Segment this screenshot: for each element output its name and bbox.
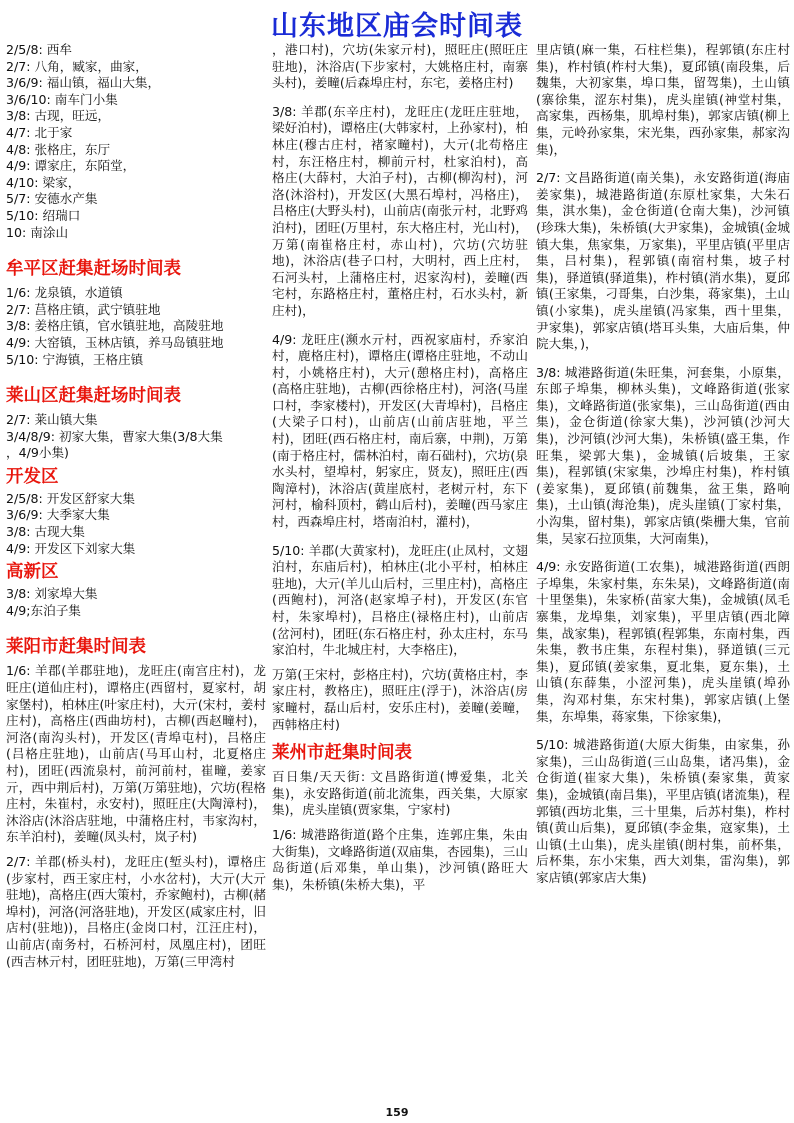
list-item: 3/6/9: 福山镇，福山大集， (6, 75, 161, 91)
list-item: 2/7: 八角，臧家，曲家， (6, 58, 148, 74)
list-item: 5/10: 宁海镇，王格庄镇 (6, 351, 144, 367)
paragraph: 2/7: 文昌路街道(南关集)，永安路街道(海庙姜家集)，城港路街道(东原杜家集，大朱石集，淇水集)，金仓街道(仓南大集)，沙河镇(珍珠大集)，朱桥镇(大尹家集)，金城镇(金城镇大集，焦家集，万家集)，平里店镇(平里店集，吕村集)，程郭镇(南宿村集，坡子村集)，驿道镇(驿道集)，柞村镇(消水集)，夏邱镇(王家集，刁哥集，白沙集，蒋家集)，土山镇(小家集)，虎头崖镇(冯家集，西十里集，尹家集)，郭家店镇(塔耳头集，大庙后集，仲院大集，)， (536, 170, 790, 352)
list-item: 4/9: 谭家庄，东陌堂， (6, 158, 136, 174)
paragraph: 1/6: 羊郡(羊郡驻地)，龙旺庄(南宫庄村)，龙旺庄(道仙庄村)，谭格庄(西留村，夏家村，胡家堡村)，柏林庄(叶家庄村)，大亓(宋村，姜村庄村)，高格庄(西曲坊村)，古柳(西赵疃村)，河洛(南沟头村)，开发区(青埠屯村)，吕格庄(吕格庄驻地)，山前店(马耳山村，北夏格庄村)，团旺(西流泉村，前河前村，崔疃，姜家亓，西中荆后村)，万第(万第驻地)，穴坊(程格庄村，朱崔村，永安村)，照旺庄(大陶漳村)，沐浴店(沐浴店驻地，中蒲格庄村，韦家沟村，东羊泊村)，姜疃(凤头村，岚子村) (6, 663, 266, 845)
column-middle (272, 42, 528, 901)
paragraph: 4/9: 永安路街道(工农集)，城港路街道(西朗子埠集，朱家村集，东朱杲)，文峰路街道(南十里堡集)，朱家桥(苗家大集)，金城镇(凤毛寨集，龙埠集，刘家集)，平里店镇(西北障集，战家集)，程郭镇(程郭集，东南村集，西朱集，教书庄集，东程村集)，驿道镇(三元集)，夏邱镇(姜家集，夏北集，夏东集)，土山镇(东薛集，小涩河集)，虎头崖镇(埠孙集，沟邓村集，东宋村集)，郭家店镇(上堡集，东埠集，蒋家集，下徐家集)， (536, 559, 790, 724)
section-heading-kaifa: 开发区 (6, 466, 59, 487)
page-number: 159 (385, 1106, 409, 1119)
section-heading-laishan: 莱山区赶集赶场时间表 (6, 386, 181, 407)
list-item: 3/8: 古现大集 (6, 524, 85, 540)
list-item: 1/6: 龙泉镇，水道镇 (6, 285, 123, 301)
list-item: 4/10: 梁家， (6, 174, 81, 190)
list-item: 4/9: 开发区下刘家大集 (6, 540, 136, 556)
column-left (6, 42, 266, 978)
list-item: 4/9: 大窑镇，玉林店镇，养马岛镇驻地 (6, 334, 224, 350)
paragraph: 里店镇(麻一集，石柱栏集)，程郭镇(东庄村集)，柞村镇(柞村大集)，夏邱镇(南段集，后魏集，大初家集，埠口集，留驾集)，土山镇(寨徐集，涩东村集)，虎头崖镇(神堂村集，高家集，西杨集，肌埠村集)，郭家店镇(柳上集，元岭孙家集，宋光集，西孙家集，郝家沟集)， (536, 42, 790, 157)
paragraph: 3/8: 羊郡(东辛庄村)，龙旺庄(龙旺庄驻地，梁好泊村)，谭格庄(大韩家村，上孙家村)，柏林庄(穆古庄村，褚家疃村)，大亓(北苟格庄村，东汪格庄村，柳前亓村，杜家泊村)，高格庄(大薛村，大泊子村)，古柳(柳沟村)，河洛(沐浴村)，开发区(大黑石埠村，冯格庄)，吕格庄(大野头村)，山前店(南张亓村，北野鸡泊村)，团旺(万里村，东大格庄村，光山村)，万第(南崔格庄村，赤山村)，穴坊(穴坊驻地)，沐浴店(巷子口村，大明村，西上庄村，石河头村，上蒲格庄村，迟家沟村)，姜疃(西宅村，东路格庄村，董格庄村，石水头村，新庄村)， (272, 103, 528, 318)
paragraph: 4/9: 龙旺庄(濒水亓村，西祝家庙村，乔家泊村，鹿格庄村)，谭格庄(谭格庄驻地，不动山村，小姚格庄村)，大亓(憩格庄村)，高格庄(高格庄驻地)，古柳(西徐格庄村)，河洛(马崖口村，李家楼村)，开发区(大青埠村)，吕格庄(大梁子口村)，山前店(山前店驻地，平兰村)，团旺(西石格庄村，南后寨，中荆)，万第(南于格庄村，儒林泊村，南石础村)，穴坊(泉水头村，望埠村，躬家庄，贤友)，照旺庄(西陶漳村)，沐浴店(黄崖底村，老树亓村，东下河村，榆科顶村，鹤山后村)，姜疃(西马家庄村，西森埠庄村，塔南泊村，灌村)， (272, 331, 528, 530)
paragraph: 5/10: 城港路街道(大原大街集，由家集，孙家集)，三山岛街道(三山岛集，诸冯集)，金仓街道(崔家大集)，朱桥镇(秦家集，黄家集)，金城镇(南吕集)，平里店镇(诸流集)，程郭镇(西坊北集，三十里集，后苏村集)，柞村镇(黄山后集)，夏邱镇(李金集，寇家集)，土山镇(土山集)，虎头崖镇(朗村集，前杯集，后杯集，东小宋集，西大刘集，雷沟集)，郭家店镇(郭家店大集) (536, 737, 790, 885)
paragraph: 3/8: 城港路街道(朱旺集，河套集，小原集，东郎子埠集，柳林头集)，文峰路街道(张家集)，文峰路街道(张家集)，三山岛街道(西由集)，金仓街道(徐家大集)，沙河镇(沙河大集)，沙河镇(沙河大集)，朱桥镇(盛王集，作旺集，梁郭大集)，金城镇(后坡集，王家集)，程郭镇(宋家集，沙埠庄村集)，柞村镇(姜家集)，夏邱镇(前魏集，盆王集，路响集)，土山镇(海沧集)，虎头崖镇(丁家村集，小沟集，留村集)，郭家店镇(柴栅大集，官前集，吴家石拉顶集，大河南集)， (536, 364, 790, 546)
list-item: 4/7: 北于家 (6, 124, 73, 140)
section-heading-gaoxin: 高新区 (6, 562, 59, 583)
list-item: 5/7: 安德水产集 (6, 191, 98, 207)
list-item: 3/8: 刘家埠大集 (6, 586, 98, 602)
list-item: 3/8: 古现，旺远， (6, 108, 111, 124)
list-item: 2/7: 莱山镇大集 (6, 412, 98, 428)
list-item: 4/9;东泊子集 (6, 602, 81, 618)
paragraph: 1/6: 城港路街道(路个庄集，连郭庄集，朱由大街集)，文峰路街道(双庙集，杏园集)，三山岛街道(后邓集，单山集)，沙河镇(路旺大集)，朱桥镇(朱桥大集)，平 (272, 826, 528, 892)
paragraph: 5/10: 羊郡(大黄家村)，龙旺庄(止凤村，文翅泊村，东庙后村)，柏林庄(北小平村，柏林庄驻地)，大亓(羊儿山后村，三里庄村)，高格庄(西鲍村)，河洛(赵家埠子村)，开发区(东官村，朱家埠村)，吕格庄(禄格庄村)，山前店(岔河村)，团旺(东石格庄村，孙太庄村，东马家泊村，牛北城庄村，大李格庄)， (272, 542, 528, 658)
paragraph: 百日集/天天街: 文昌路街道(博爱集，北关集)，永安路街道(前北流集，西关集，大原家集)，虎头崖镇(贾家集，宁家村) (272, 769, 528, 818)
paragraph: 2/7: 羊郡(桥头村)，龙旺庄(堑头村)，谭格庄(步家村，西王家庄村，小水岔村)，大亓(大亓驻地)，高格庄(西大策村，乔家鲍村)，古柳(赭埠村)，河洛(河洛驻地)，开发区(咸家庄村，旧店村(驻地))，吕格庄(金岗口村，江汪庄村)，山前店(南务村，石桥河村，凤凰庄村)，团旺(西吉林亓村，团旺驻地)，万第(三甲湾村 (6, 853, 266, 969)
section-heading-laiyang: 莱阳市赶集时间表 (6, 637, 146, 658)
list-item: 3/6/9: 大季家大集 (6, 507, 110, 523)
list-item: 3/4/8/9: 初家大集，曹家大集(3/8大集 (6, 428, 223, 444)
list-item: 5/10: 绍瑞口 (6, 207, 81, 223)
paragraph: 万第(王宋村，彭格庄村)，穴坊(黄格庄村，李家庄村，教格庄)，照旺庄(浮于)，沐浴店(房家疃村，磊山后村，安乐庄村)，姜疃(姜疃，西韩格庄村) (272, 666, 528, 732)
list-item: ，4/9小集) (6, 445, 69, 461)
list-item: 2/7: 莒格庄镇，武宁镇驻地 (6, 301, 161, 317)
list-item: 10: 南涂山 (6, 224, 69, 240)
list-item: 3/8: 姜格庄镇，官水镇驻地，高陵驻地 (6, 318, 224, 334)
page-title: 山东地区庙会时间表 (271, 11, 523, 42)
column-right (536, 42, 790, 895)
list-item: 2/5/8: 西牟 (6, 42, 72, 57)
list-item: 4/8: 张格庄，东厅 (6, 141, 111, 157)
paragraph: ，港口村)，穴坊(朱家亓村)，照旺庄(照旺庄驻地)，沐浴店(下步家村，大姚格庄村，南寨头村)，姜疃(后森埠庄村，东宅，姜格庄村) (272, 42, 528, 91)
list-item: 2/5/8: 开发区舒家大集 (6, 490, 135, 506)
list-item: 3/6/10: 南车门小集 (6, 91, 118, 107)
section-heading-laizhou: 莱州市赶集时间表 (272, 743, 412, 764)
section-heading-muping: 牟平区赶集赶场时间表 (6, 259, 181, 280)
